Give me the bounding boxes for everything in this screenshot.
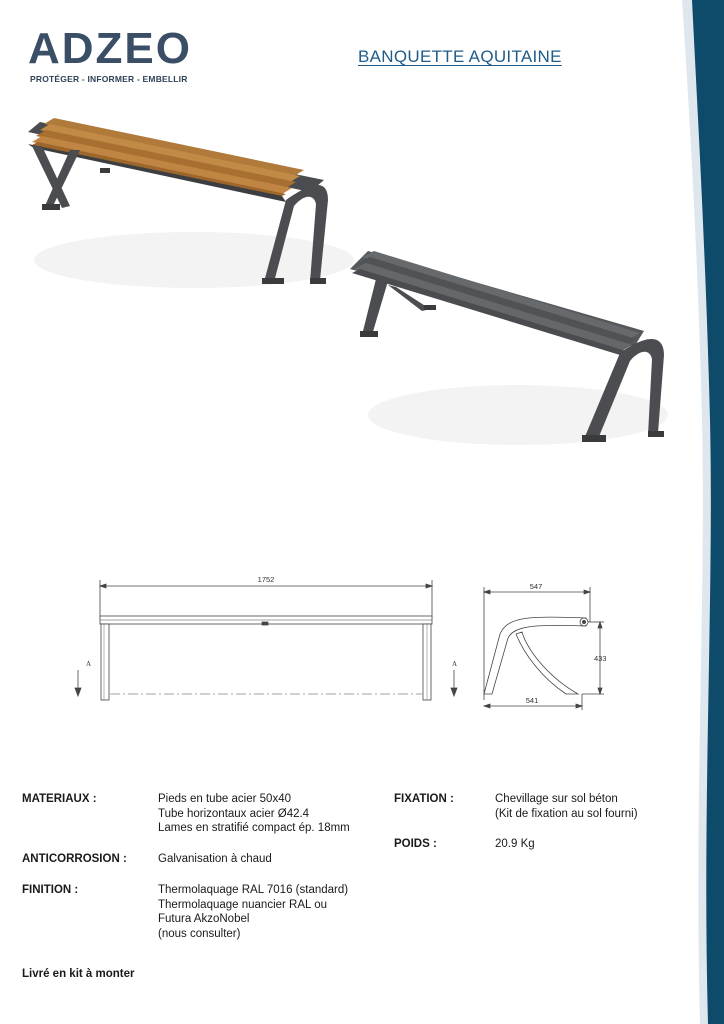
side-view-drawing [470,582,620,712]
finition-line: (nous consulter) [158,927,241,940]
fixation-label: FIXATION : [394,793,454,805]
logo-tagline: PROTÉGER - INFORMER - EMBELLIR [30,74,188,84]
side-top-width-label: 547 [529,582,543,591]
materiaux-label: MATERIAUX : [22,793,97,805]
materiaux-line: Lames en stratifié compact ép. 18mm [158,822,350,834]
section-marker-left: A [86,660,92,668]
anticorrosion-label: ANTICORROSION : [22,853,127,865]
finition-line: Thermolaquage nuancier RAL ou [158,898,327,911]
materiaux-line: Pieds en tube acier 50x40 [158,793,291,805]
brand-logo [28,26,198,88]
poids-label: POIDS : [394,838,437,850]
assembly-note: Livré en kit à monter [22,968,135,980]
finition-values [158,883,348,941]
materiaux-line: Tube horizontaux acier Ø42.4 [158,807,310,820]
materiaux-values [158,792,350,836]
poids-values [495,837,535,852]
fixation-line: Chevillage sur sol béton [495,793,618,805]
bench-photo-grey [348,245,678,455]
product-title: BANQUETTE AQUITAINE [358,47,562,66]
section-marker-right: A [452,660,458,668]
finition-line: Thermolaquage RAL 7016 (standard) [158,884,349,896]
finition-label: FINITION : [22,884,79,896]
fixation-values [495,792,638,821]
fixation-line: (Kit de fixation au sol fourni) [495,807,638,820]
finition-line: Futura AkzoNobel [158,913,250,925]
front-view-drawing [70,570,470,715]
front-length-label: 1752 [257,575,275,584]
logo-wordmark: ADZEO [28,24,192,73]
poids-line: 20.9 Kg [495,838,535,850]
side-height-label: 433 [594,654,607,663]
anticorrosion-values [158,852,272,867]
anticorrosion-line: Galvanisation à chaud [158,853,272,865]
side-bottom-width-label: 541 [525,696,539,705]
bench-photo-wood [24,110,364,295]
